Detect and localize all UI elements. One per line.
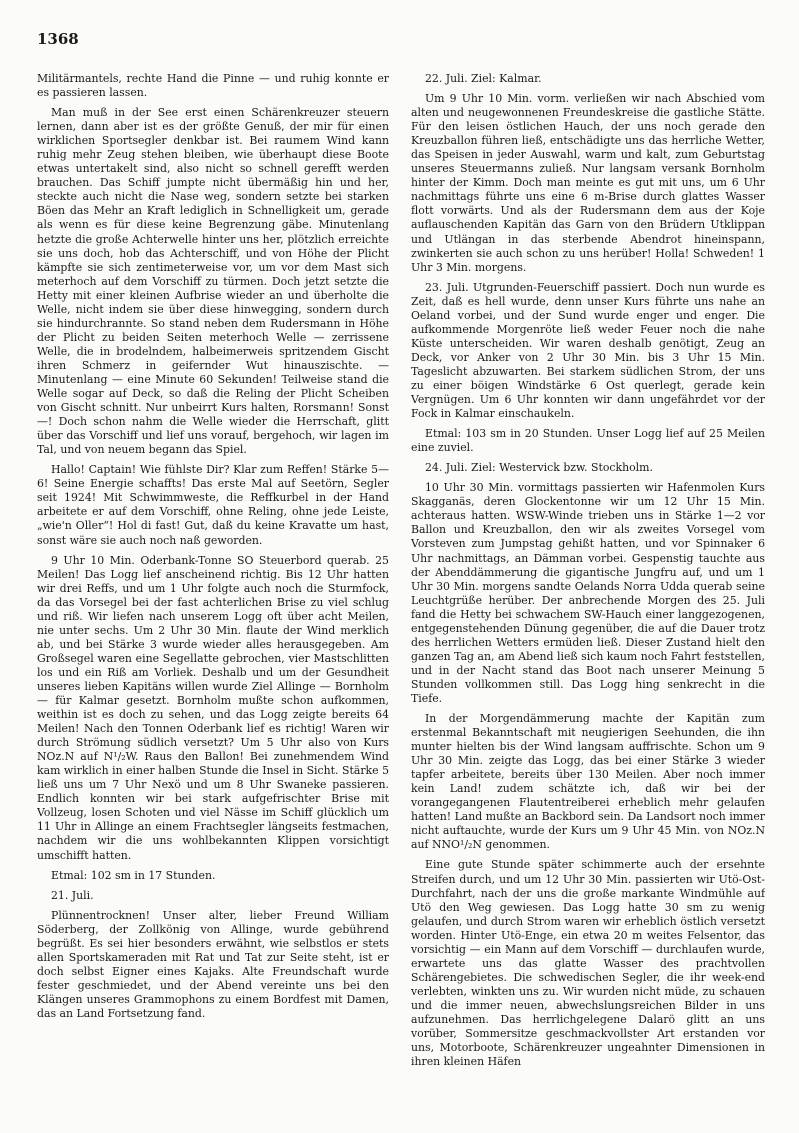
paragraph: Eine gute Stunde später schimmerte auch der ersehnte Streifen durch, und um 12 Uhr 30 Min. passierten wir Utö-Ost-Durchfahrt, nach der uns die große markante Windmühle auf Utö den Weg gewiesen. Das Logg hatte 30 sm zu wenig gelaufen, und durch Strom waren wir erheblich östlich versetzt worden. Hinter Utö-Enge, ein etwa 20 m weites Felsentor, das vorsichtig — ein Mann auf dem Vorschiff — durchlaufen wurde, erwartete uns das glatte Wasser des prachtvollen Schärengebietes. Die schwedischen Segler, die ihr week-end verlebten, winkten uns zu. Wir wurden nicht müde, zu schauen und die immer neuen, abwechslungsreichen Bilder in uns aufzunehmen. Das herrlichgelegene Dalarö glitt an uns vorüber, Sommersitze geschmackvollster Art erstanden vor uns, Motorboote, Schärenkreuzer ungeahnter Dimensionen in ihren kleinen Häfen — [411, 858, 765, 1069]
paragraph: Plünnentrocknen! Unser alter, lieber Freund William Söderberg, der Zollkönig von Allinge, wurde gebührend begrüßt. Es sei hier besonders erwähnt, wie selbstlos er stets allen Sportskameraden mit Rat und Tat zur Seite steht, ist er doch selbst Eigner eines Kajaks. Alte Freundschaft wurde fester geschmiedet, und der Abend vereinte uns bei den Klängen unseres Grammophons zu einem Bordfest mit Damen, das an Land Fortsetzung fand. — [37, 908, 389, 1020]
paragraph: 23. Juli. Utgrunden-Feuerschiff passiert. Doch nun wurde es Zeit, daß es hell wurde, denn unser Kurs führte uns nahe an Oeland vorbei, und der Sund wurde enger und enger. Die aufkommende Morgenröte ließ weder Feuer noch die nahe Küste unterscheiden. Wir waren deshalb genötigt, Zeug an Deck, vor Anker von 2 Uhr 30 Min. bis 3 Uhr 15 Min. Tageslicht abzuwarten. Bei starkem südlichen Strom, der uns zu einer böigen Windstärke 6 Ost querlegt, gerade kein Vergnügen. Um 6 Uhr konnten wir dann ungefährdet vor der Fock in Kalmar einschaukeln. — [411, 280, 765, 421]
paragraph: 10 Uhr 30 Min. vormittags passierten wir Hafenmolen Kurs Skagganäs, deren Glockentonne wir um 12 Uhr 15 Min. achteraus hatten. WSW-Winde trieben uns in Stärke 1—2 vor Ballon und Kreuzballon, den wir als zweites Vorsegel vom Vorsteven zum Jumpstag gehißt hatten, und vor Spinnaker 6 Uhr nachmittags, an Dämman vorbei. Gespenstig tauchte aus der Abenddämmerung die gigantische Jungfru auf, und um 1 Uhr 30 Min. morgens sandte Oelands Norra Udda querab seine Leuchtgrüße herüber. Der anbrechende Morgen des 25. Juli fand die Hetty bei schwachem SW-Hauch einer langgezogenen, entgegenstehenden Dünung gegenüber, die auf die Dauer trotz des herrlichen Wetters ermüden ließ. Dieser Zustand hielt den ganzen Tag an, am Abend ließ sich kaum noch Fahrt feststellen, und in der Nacht stand das Boot nach unserer Meinung 5 Stunden vollkommen still. Das Logg hing senkrecht in die Tiefe. — [411, 481, 765, 705]
paragraph: 9 Uhr 10 Min. Oderbank-Tonne SO Steuerbord querab. 25 Meilen! Das Logg lief anscheinend richtig. Bis 12 Uhr hatten wir drei Reffs, und um 1 Uhr folgte auch noch die Sturmfock, da das Vorsegel bei der fast achterlichen Brise zu viel schlug und riß. Wir liefen nach unserem Logg oft über acht Meilen, nie unter sechs. Um 2 Uhr 30 Min. flaute der Wind merklich ab, und bei Stärke 3 wurde wieder alles herausgegeben. Am Großsegel waren eine Segellatte gebrochen, vier Mastschlitten los und ein Riß am Vorliek. Deshalb und um der Gesundheit unseres lieben Kapitäns willen wurde Ziel Allinge — Bornholm — für Kalmar gesetzt. Bornholm mußte schon aufkommen, weithin ist es doch zu sehen, und das Logg zeigte bereits 64 Meilen! Nach den Tonnen Oderbank lief es richtig! Waren wir durch Strömung südlich versetzt? Um 5 Uhr also von Kurs NOz.N auf N¹/₂W. Raus den Ballon! Bei zunehmendem Wind kam wirklich in einer halben Stunde die Insel in Sicht. Stärke 5 ließ uns um 7 Uhr Nexö und um 8 Uhr Swaneke passieren. Endlich konnten wir bei stark aufgefrischter Brise mit Vollzeug, losen Schoten und viel Nässe im Schiff glücklich um 11 Uhr in Allinge an einem Frachtsegler längseits festmachen, nachdem wir die uns wohlbekannten Klippen vorsichtigt umschifft hatten. — [37, 553, 389, 862]
paragraph: Hallo! Captain! Wie fühlste Dir? Klar zum Reffen! Stärke 5—6! Seine Energie schaffts! Das erste Mal auf Seetörn, Segler seit 1924! Mit Schwimmweste, die Reffkurbel in der Hand arbeitete er auf dem Vorschiff, ohne Reling, ohne jede Leiste, „wie'n Oller“! Hol di fast! Gut, daß du keine Kravatte um hast, sonst wäre sie auch noch naß geworden. — [37, 463, 389, 547]
paragraph: Man muß in der See erst einen Schärenkreuzer steuern lernen, dann aber ist es der größte Genuß, der mir für einen wirklichen Sportsegler denkbar ist. Bei raumem Wind kann ruhig mehr Zeug stehen bleiben, wie überhaupt diese Boote etwas untertakelt sind, also nicht so schnell gerefft werden brauchen. Das Schiff jumpte nicht übermäßig hin und her, steckte auch nicht die Nase weg, sondern setzte bei starken Böen das Mehr an Kraft lediglich in Schnelligkeit um, gerade als wenn es für diese keine Begrenzung gäbe. Minutenlang hetzte die große Achterwelle hinter uns her, plötzlich erreichte sie uns doch, hob das Achterschiff, und von Höhe der Plicht kämpfte sie sich zentimeterweise vor, um vor dem Mast sich meterhoch auf dem Vorschiff zu türmen. Doch jetzt setzte die Hetty mit einer kleinen Aufbrise wieder an und überholte die Welle, nicht indem sie über diese hinwegging, sondern durch sie hindurchrannte. So stand neben dem Rudersmann in Höhe der Plicht zu beiden Seiten meterhoch Welle — zerrissene Welle, die in brodelndem, halbeimerweis spritzendem Gischt ihren Schmerz in geifernder Wut hinauszischte. — Minutenlang — eine Minute 60 Sekunden! Teilweise stand die Welle sogar auf Deck, so daß die Reling der Plicht Scheiben von Gischt schnitt. Nur unbeirrt Kurs halten, Rorsmann! Sonst —! Doch schon nahm die Welle wieder die Herrschaft, glitt über das Vorschiff und lief uns vorauf, bergehoch, wir lagen im Tal, und von neuem begann das Spiel. — [37, 106, 389, 457]
paragraph: In der Morgendämmerung machte der Kapitän zum erstenmal Bekanntschaft mit neugierigen Seehunden, die ihn munter hielten bis der Wind langsam auffrischte. Schon um 9 Uhr 30 Min. zeigte das Logg, das bei einer Stärke 3 wieder tapfer arbeitete, bereits über 130 Meilen. Aber noch immer kein Land! zudem schätzte ich, daß wir bei der vorangegangenen Flautentreiberei erheblich mehr gelaufen hatten! Land mußte an Backbord sein. Da Landsort noch immer nicht auftauchte, wurde der Kurs um 9 Uhr 45 Min. von NOz.N auf NNO¹/₂N genommen. — [411, 712, 765, 852]
section-heading: 22. Juli. Ziel: Kalmar. — [425, 72, 542, 85]
page-number: 1368 — [37, 30, 79, 48]
section-heading: 24. Juli. Ziel: Westervick bzw. Stockholm. — [425, 461, 653, 475]
paragraph: Militärmantels, rechte Hand die Pinne — und ruhig konnte er es passieren lassen. — [37, 72, 389, 100]
section-heading: 21. Juli. — [51, 888, 94, 902]
right-column — [411, 72, 765, 1107]
paragraph: Um 9 Uhr 10 Min. vorm. verließen wir nach Abschied vom alten und neugewonnenen Freundeskreise die gastliche Stätte. Für den leisen östlichen Hauch, der uns noch gerade den Kreuzballon führen ließ, entschädigte uns das herrliche Wetter, das Speisen in jeder Auswahl, warm und kalt, zum Geburtstag unseres Steuermanns zuließ. Nur langsam versank Bornholm hinter der Kimm. Doch man meinte es gut mit uns, um 6 Uhr nachmittags führte uns eine 6 m-Brise durch glattes Wasser flott vorwärts. Und als der Rudersmann dem aus der Koje auflauschenden Kapitän das Garn von den Brüdern Utklippan und Utlängan in das sterbende Abendrot hineinspann, zwinkerten sie auch schon zu uns herüber! Holla! Schweden! 1 Uhr 3 Min. morgens. — [411, 92, 765, 274]
paragraph: Etmal: 102 sm in 17 Stunden. — [51, 868, 216, 882]
left-column — [37, 72, 389, 1107]
paragraph: Etmal: 103 sm in 20 Stunden. Unser Logg lief auf 25 Meilen eine zuviel. — [411, 427, 765, 455]
